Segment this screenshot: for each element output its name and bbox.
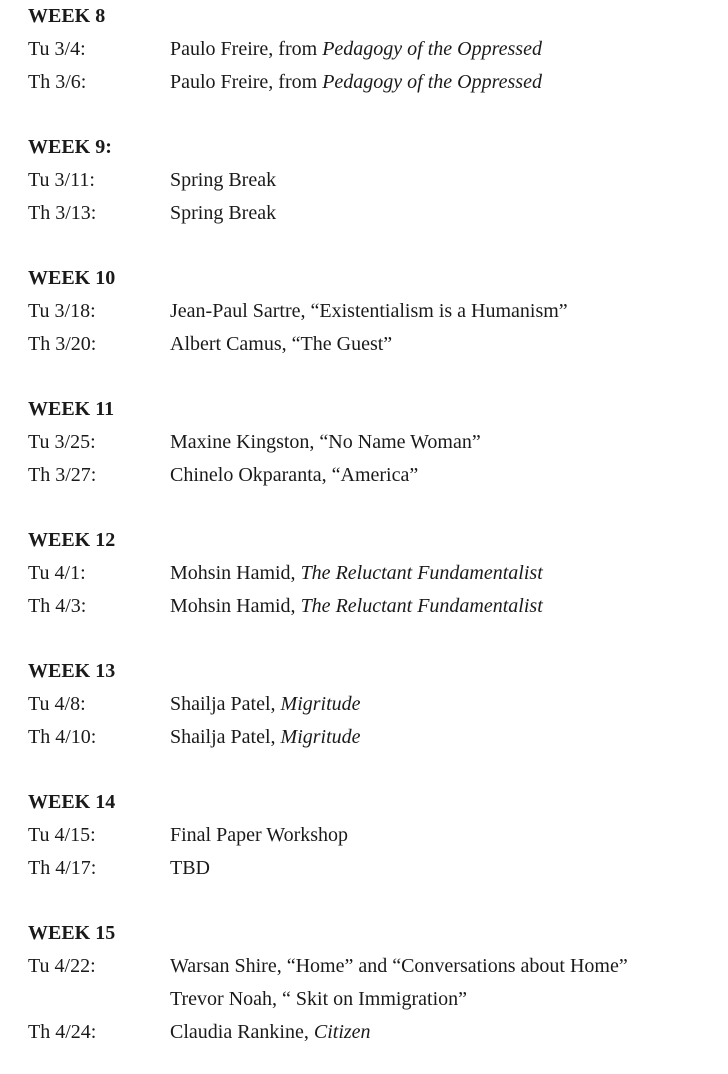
class-day: Th 4/17:	[28, 857, 97, 879]
reading-assignment	[170, 983, 718, 1016]
reading-title-italic: Pedagogy of the Oppressed	[322, 38, 542, 60]
schedule-row	[28, 983, 718, 1016]
week-heading: WEEK 12	[28, 529, 116, 551]
reading-text: Spring Break	[170, 169, 277, 191]
class-day: Th 4/3:	[28, 595, 87, 617]
reading-assignment	[170, 819, 718, 852]
schedule-row	[28, 819, 718, 852]
reading-text: Trevor Noah, “ Skit on Immigration”	[170, 988, 468, 1010]
class-day: Tu 4/8:	[28, 693, 86, 715]
reading-text: Shailja Patel,	[170, 693, 281, 715]
schedule-row	[28, 295, 718, 328]
reading-text: Final Paper Workshop	[170, 824, 349, 846]
class-day: Tu 4/22:	[28, 955, 96, 977]
reading-text: Mohsin Hamid,	[170, 595, 301, 617]
schedule-row	[28, 590, 718, 623]
schedule-row	[28, 950, 718, 983]
class-day: Tu 3/11:	[28, 169, 95, 191]
reading-title-italic: Pedagogy of the Oppressed	[322, 71, 542, 93]
class-day: Tu 3/18:	[28, 300, 96, 322]
class-day: Tu 3/4:	[28, 38, 86, 60]
schedule-row	[28, 66, 718, 99]
reading-assignment	[170, 688, 718, 721]
week-section	[28, 0, 718, 99]
reading-text: Albert Camus, “The Guest”	[170, 333, 393, 355]
reading-title-italic: Migritude	[280, 726, 361, 748]
reading-assignment	[170, 590, 718, 623]
week-heading: WEEK 8	[28, 5, 106, 27]
class-day: Th 4/24:	[28, 1021, 97, 1043]
reading-text: Paulo Freire, from	[170, 71, 323, 93]
week-section	[28, 393, 718, 492]
class-day: Th 3/27:	[28, 464, 97, 486]
reading-assignment	[170, 426, 718, 459]
week-section	[28, 786, 718, 885]
class-day: Th 3/20:	[28, 333, 97, 355]
reading-text: Mohsin Hamid,	[170, 562, 301, 584]
schedule-row	[28, 164, 718, 197]
reading-assignment	[170, 950, 718, 983]
class-day: Tu 4/15:	[28, 824, 96, 846]
schedule-row	[28, 852, 718, 885]
class-day: Th 4/10:	[28, 726, 97, 748]
week-heading: WEEK 10	[28, 267, 116, 289]
reading-text: Chinelo Okparanta, “America”	[170, 464, 419, 486]
class-day: Tu 3/25:	[28, 431, 96, 453]
reading-text: Spring Break	[170, 202, 277, 224]
reading-assignment	[170, 1016, 718, 1049]
week-section	[28, 655, 718, 754]
schedule-row	[28, 688, 718, 721]
reading-assignment	[170, 721, 718, 754]
reading-text: TBD	[170, 857, 210, 879]
class-day: Th 3/6:	[28, 71, 87, 93]
reading-assignment	[170, 557, 718, 590]
week-heading: WEEK 13	[28, 660, 116, 682]
week-section	[28, 917, 718, 1049]
reading-text: Warsan Shire, “Home” and “Conversations about Home”	[170, 955, 628, 977]
week-heading: WEEK 9:	[28, 136, 112, 158]
reading-assignment	[170, 33, 718, 66]
week-section	[28, 262, 718, 361]
reading-assignment	[170, 295, 718, 328]
reading-assignment	[170, 459, 718, 492]
schedule-row	[28, 33, 718, 66]
reading-assignment	[170, 197, 718, 230]
schedule-row	[28, 197, 718, 230]
week-section	[28, 524, 718, 623]
reading-assignment	[170, 66, 718, 99]
schedule-row	[28, 557, 718, 590]
reading-title-italic: The Reluctant Fundamentalist	[300, 595, 543, 617]
reading-text: Paulo Freire, from	[170, 38, 323, 60]
class-day	[28, 983, 170, 1016]
reading-assignment	[170, 328, 718, 361]
reading-text: Claudia Rankine,	[170, 1021, 314, 1043]
reading-title-italic: The Reluctant Fundamentalist	[300, 562, 543, 584]
reading-assignment	[170, 852, 718, 885]
schedule-row	[28, 328, 718, 361]
week-heading: WEEK 14	[28, 791, 116, 813]
reading-text: Shailja Patel,	[170, 726, 281, 748]
schedule-row	[28, 426, 718, 459]
week-section	[28, 131, 718, 230]
week-heading: WEEK 15	[28, 922, 116, 944]
schedule-row	[28, 721, 718, 754]
schedule-row	[28, 1016, 718, 1049]
reading-title-italic: Citizen	[313, 1021, 371, 1043]
reading-assignment	[170, 164, 718, 197]
reading-text: Jean-Paul Sartre, “Existentialism is a Humanism”	[170, 300, 568, 322]
class-day: Th 3/13:	[28, 202, 97, 224]
schedule-row	[28, 459, 718, 492]
reading-title-italic: Migritude	[280, 693, 361, 715]
week-heading: WEEK 11	[28, 398, 115, 420]
class-day: Tu 4/1:	[28, 562, 86, 584]
course-schedule	[28, 0, 718, 1049]
reading-text: Maxine Kingston, “No Name Woman”	[170, 431, 481, 453]
